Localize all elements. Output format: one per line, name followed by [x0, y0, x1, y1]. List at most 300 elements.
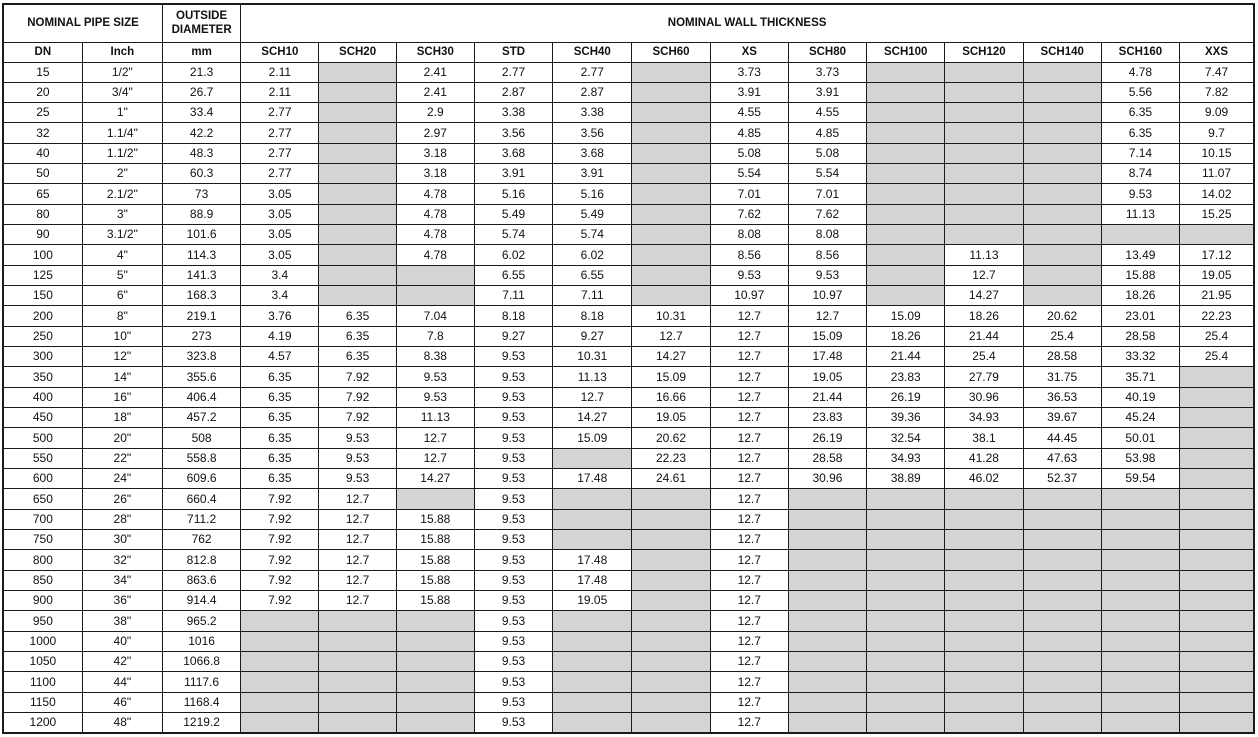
- table-cell: 2.87: [474, 82, 552, 102]
- table-cell: [319, 143, 396, 163]
- table-cell: [1023, 265, 1101, 285]
- table-cell: 5.74: [553, 225, 632, 245]
- table-cell: [1180, 408, 1254, 428]
- table-cell: 450: [3, 408, 82, 428]
- table-cell: 12.7: [710, 611, 788, 631]
- table-cell: [1023, 82, 1101, 102]
- table-cell: 14.27: [945, 286, 1023, 306]
- table-cell: [1180, 611, 1254, 631]
- table-cell: 700: [3, 509, 82, 529]
- table-cell: 4.85: [788, 123, 866, 143]
- table-cell: 812.8: [162, 550, 240, 570]
- table-cell: 23.01: [1101, 306, 1179, 326]
- table-cell: 6.55: [553, 265, 632, 285]
- table-cell: 3.91: [553, 164, 632, 184]
- table-cell: [632, 652, 710, 672]
- table-cell: [319, 265, 396, 285]
- column-header-sch60: SCH60: [632, 42, 710, 62]
- table-cell: [319, 611, 396, 631]
- table-cell: [241, 631, 319, 651]
- table-cell: 30": [82, 530, 162, 550]
- table-cell: 5.08: [710, 143, 788, 163]
- table-cell: [632, 143, 710, 163]
- table-cell: 34": [82, 570, 162, 590]
- table-cell: 38.1: [945, 428, 1023, 448]
- table-cell: 52.37: [1023, 469, 1101, 489]
- table-cell: 660.4: [162, 489, 240, 509]
- table-cell: 4.78: [396, 245, 474, 265]
- table-row: [3, 265, 1254, 285]
- table-cell: 12.7: [710, 652, 788, 672]
- table-row: [3, 286, 1254, 306]
- table-cell: 21.95: [1180, 286, 1254, 306]
- table-cell: 11.13: [396, 408, 474, 428]
- table-cell: 32.54: [867, 428, 945, 448]
- table-cell: 88.9: [162, 204, 240, 224]
- table-cell: 8.38: [396, 347, 474, 367]
- table-cell: 6": [82, 286, 162, 306]
- table-cell: 28": [82, 509, 162, 529]
- table-cell: 9.53: [474, 489, 552, 509]
- table-cell: 12.7: [319, 550, 396, 570]
- table-cell: 800: [3, 550, 82, 570]
- table-cell: 9.53: [319, 428, 396, 448]
- table-cell: 14": [82, 367, 162, 387]
- table-cell: [632, 692, 710, 712]
- table-cell: 26.7: [162, 82, 240, 102]
- table-cell: 7.82: [1180, 82, 1254, 102]
- table-cell: [396, 631, 474, 651]
- table-cell: 14.27: [396, 469, 474, 489]
- table-cell: [632, 509, 710, 529]
- table-cell: [1180, 225, 1254, 245]
- table-cell: 42": [82, 652, 162, 672]
- table-cell: 16": [82, 387, 162, 407]
- table-cell: 8.18: [553, 306, 632, 326]
- table-cell: [867, 570, 945, 590]
- table-cell: 44": [82, 672, 162, 692]
- table-cell: [1180, 672, 1254, 692]
- table-cell: 1": [82, 103, 162, 123]
- table-cell: 350: [3, 367, 82, 387]
- table-cell: 12.7: [710, 469, 788, 489]
- table-cell: [1101, 611, 1179, 631]
- table-cell: [553, 672, 632, 692]
- table-cell: 300: [3, 347, 82, 367]
- table-cell: 28.58: [1023, 347, 1101, 367]
- table-cell: 863.6: [162, 570, 240, 590]
- table-cell: [1023, 489, 1101, 509]
- table-cell: [1023, 530, 1101, 550]
- table-cell: [1180, 591, 1254, 611]
- table-cell: [788, 509, 866, 529]
- table-cell: [867, 591, 945, 611]
- table-cell: 4.55: [710, 103, 788, 123]
- table-cell: [1023, 509, 1101, 529]
- table-cell: 25.4: [945, 347, 1023, 367]
- table-cell: 457.2: [162, 408, 240, 428]
- table-cell: [788, 672, 866, 692]
- column-header-sch120: SCH120: [945, 42, 1023, 62]
- table-cell: 14.27: [632, 347, 710, 367]
- table-cell: [867, 489, 945, 509]
- table-cell: [1180, 509, 1254, 529]
- table-cell: [1180, 570, 1254, 590]
- table-row: [3, 591, 1254, 611]
- table-cell: 28.58: [788, 448, 866, 468]
- table-cell: [632, 204, 710, 224]
- table-cell: 9.53: [710, 265, 788, 285]
- table-cell: 1.1/4": [82, 123, 162, 143]
- table-cell: [396, 652, 474, 672]
- table-cell: [632, 631, 710, 651]
- column-header-sch10: SCH10: [241, 42, 319, 62]
- table-cell: 355.6: [162, 367, 240, 387]
- table-cell: [319, 672, 396, 692]
- table-cell: [319, 631, 396, 651]
- table-cell: 18.26: [867, 326, 945, 346]
- table-cell: 3.56: [553, 123, 632, 143]
- table-cell: 15.88: [396, 591, 474, 611]
- table-cell: 6.55: [474, 265, 552, 285]
- table-cell: 9.09: [1180, 103, 1254, 123]
- table-cell: [1180, 692, 1254, 712]
- table-cell: [1023, 570, 1101, 590]
- table-cell: 12.7: [710, 509, 788, 529]
- table-cell: 6.35: [319, 326, 396, 346]
- table-cell: [867, 652, 945, 672]
- table-cell: 12.7: [710, 306, 788, 326]
- table-cell: 2.9: [396, 103, 474, 123]
- table-cell: 7.01: [710, 184, 788, 204]
- table-cell: 6.35: [241, 428, 319, 448]
- table-cell: 273: [162, 326, 240, 346]
- table-cell: 6.35: [319, 347, 396, 367]
- table-cell: [788, 530, 866, 550]
- table-cell: 1066.8: [162, 652, 240, 672]
- table-cell: 3.73: [710, 62, 788, 82]
- table-cell: [319, 62, 396, 82]
- table-cell: 7.92: [241, 489, 319, 509]
- table-cell: [1023, 225, 1101, 245]
- table-cell: 32: [3, 123, 82, 143]
- table-cell: 40.19: [1101, 387, 1179, 407]
- table-cell: [945, 184, 1023, 204]
- table-cell: 21.44: [788, 387, 866, 407]
- table-cell: 5.08: [788, 143, 866, 163]
- table-cell: [945, 82, 1023, 102]
- table-cell: 15.88: [396, 550, 474, 570]
- nominal-pipe-size-header: NOMINAL PIPE SIZE: [3, 4, 162, 42]
- nominal-wall-thickness-header: NOMINAL WALL THICKNESS: [241, 4, 1254, 42]
- column-header-mm: mm: [162, 42, 240, 62]
- table-cell: 6.35: [241, 448, 319, 468]
- table-cell: [396, 489, 474, 509]
- column-header-dn: DN: [3, 42, 82, 62]
- table-cell: 3.18: [396, 164, 474, 184]
- table-cell: 5.16: [474, 184, 552, 204]
- table-cell: [1180, 469, 1254, 489]
- table-cell: [632, 286, 710, 306]
- table-cell: 12.7: [710, 530, 788, 550]
- table-cell: 12.7: [710, 489, 788, 509]
- table-cell: [788, 631, 866, 651]
- table-cell: [1101, 489, 1179, 509]
- table-cell: 9.53: [474, 408, 552, 428]
- table-cell: [553, 713, 632, 734]
- table-row: [3, 367, 1254, 387]
- table-cell: [1180, 550, 1254, 570]
- table-cell: 25.4: [1180, 326, 1254, 346]
- table-cell: 1150: [3, 692, 82, 712]
- table-cell: 3.73: [788, 62, 866, 82]
- table-cell: 15.25: [1180, 204, 1254, 224]
- table-cell: 965.2: [162, 611, 240, 631]
- table-cell: 3": [82, 204, 162, 224]
- table-cell: 9.53: [396, 367, 474, 387]
- table-cell: 6.35: [241, 387, 319, 407]
- table-cell: 9.53: [474, 530, 552, 550]
- table-cell: 4.85: [710, 123, 788, 143]
- table-cell: [632, 164, 710, 184]
- table-cell: 12.7: [319, 509, 396, 529]
- table-cell: [788, 652, 866, 672]
- table-cell: 30.96: [945, 387, 1023, 407]
- table-cell: 9.53: [474, 509, 552, 529]
- table-cell: [1180, 489, 1254, 509]
- table-row: [3, 428, 1254, 448]
- table-cell: 400: [3, 387, 82, 407]
- table-cell: 26.19: [867, 387, 945, 407]
- table-row: [3, 652, 1254, 672]
- table-cell: 15.09: [632, 367, 710, 387]
- table-cell: [945, 204, 1023, 224]
- table-cell: [867, 692, 945, 712]
- table-cell: [945, 672, 1023, 692]
- table-cell: 18.26: [945, 306, 1023, 326]
- table-cell: [1023, 123, 1101, 143]
- table-cell: [1023, 204, 1101, 224]
- table-cell: [632, 123, 710, 143]
- table-cell: [241, 672, 319, 692]
- table-cell: [396, 611, 474, 631]
- table-cell: 21.44: [867, 347, 945, 367]
- table-cell: [1101, 713, 1179, 734]
- table-cell: 6.35: [319, 306, 396, 326]
- table-cell: 9.53: [396, 387, 474, 407]
- table-cell: [553, 692, 632, 712]
- table-cell: [867, 184, 945, 204]
- table-cell: 5.49: [553, 204, 632, 224]
- table-cell: [319, 103, 396, 123]
- table-cell: 20": [82, 428, 162, 448]
- table-cell: 1/2": [82, 62, 162, 82]
- table-cell: 914.4: [162, 591, 240, 611]
- table-cell: 11.07: [1180, 164, 1254, 184]
- table-row: [3, 123, 1254, 143]
- table-cell: 19.05: [553, 591, 632, 611]
- table-cell: [867, 550, 945, 570]
- table-cell: [396, 286, 474, 306]
- table-cell: 2.77: [241, 123, 319, 143]
- table-body: [3, 62, 1254, 733]
- table-cell: 9.53: [319, 469, 396, 489]
- table-cell: 12.7: [710, 428, 788, 448]
- table-cell: 3.56: [474, 123, 552, 143]
- table-cell: 7.62: [788, 204, 866, 224]
- table-cell: 38": [82, 611, 162, 631]
- table-cell: 48.3: [162, 143, 240, 163]
- table-cell: [867, 62, 945, 82]
- table-cell: [867, 204, 945, 224]
- table-cell: 9.53: [474, 448, 552, 468]
- table-cell: [1023, 103, 1101, 123]
- table-cell: 7.11: [474, 286, 552, 306]
- table-cell: [632, 570, 710, 590]
- table-cell: 50.01: [1101, 428, 1179, 448]
- table-cell: [1101, 692, 1179, 712]
- table-cell: 762: [162, 530, 240, 550]
- table-cell: 9.53: [474, 631, 552, 651]
- table-cell: 609.6: [162, 469, 240, 489]
- table-cell: 2.11: [241, 82, 319, 102]
- table-cell: [1101, 672, 1179, 692]
- table-cell: 22.23: [632, 448, 710, 468]
- table-cell: 17.48: [788, 347, 866, 367]
- table-row: [3, 489, 1254, 509]
- table-cell: [945, 62, 1023, 82]
- table-cell: 6.35: [1101, 103, 1179, 123]
- table-cell: 9.53: [1101, 184, 1179, 204]
- table-cell: 7.92: [241, 591, 319, 611]
- table-cell: 12.7: [319, 530, 396, 550]
- table-cell: [632, 82, 710, 102]
- table-cell: 17.48: [553, 570, 632, 590]
- table-cell: [1023, 631, 1101, 651]
- table-cell: [1180, 530, 1254, 550]
- table-cell: 19.05: [788, 367, 866, 387]
- table-cell: 15.09: [553, 428, 632, 448]
- table-cell: 2.41: [396, 82, 474, 102]
- table-cell: 3.38: [553, 103, 632, 123]
- table-cell: [945, 103, 1023, 123]
- table-cell: 1100: [3, 672, 82, 692]
- table-cell: 25.4: [1180, 347, 1254, 367]
- table-cell: 4.78: [1101, 62, 1179, 82]
- table-cell: 508: [162, 428, 240, 448]
- table-cell: 18.26: [1101, 286, 1179, 306]
- table-cell: 7.01: [788, 184, 866, 204]
- table-cell: 12.7: [710, 692, 788, 712]
- table-cell: [632, 713, 710, 734]
- table-row: [3, 347, 1254, 367]
- table-cell: 7.8: [396, 326, 474, 346]
- table-cell: 12.7: [396, 428, 474, 448]
- table-cell: [319, 652, 396, 672]
- table-cell: 27.79: [945, 367, 1023, 387]
- outside-diameter-header: OUTSIDE DIAMETER: [162, 4, 240, 42]
- table-cell: 20: [3, 82, 82, 102]
- table-cell: 15.88: [396, 530, 474, 550]
- table-cell: 2.1/2": [82, 184, 162, 204]
- table-cell: [1101, 509, 1179, 529]
- table-cell: [945, 509, 1023, 529]
- column-header-inch: Inch: [82, 42, 162, 62]
- table-cell: 7.62: [710, 204, 788, 224]
- table-cell: 9.7: [1180, 123, 1254, 143]
- table-cell: 25: [3, 103, 82, 123]
- table-cell: 10.97: [788, 286, 866, 306]
- table-cell: 1.1/2": [82, 143, 162, 163]
- table-cell: 950: [3, 611, 82, 631]
- table-cell: [1023, 672, 1101, 692]
- table-cell: 11.13: [945, 245, 1023, 265]
- table-cell: 21.44: [945, 326, 1023, 346]
- table-cell: 46": [82, 692, 162, 712]
- table-row: [3, 204, 1254, 224]
- table-cell: 12.7: [710, 550, 788, 570]
- table-cell: 1219.2: [162, 713, 240, 734]
- table-cell: [632, 489, 710, 509]
- table-cell: 15.09: [788, 326, 866, 346]
- table-row: [3, 631, 1254, 651]
- table-row: [3, 306, 1254, 326]
- table-cell: [788, 611, 866, 631]
- table-cell: [553, 631, 632, 651]
- table-cell: 16.66: [632, 387, 710, 407]
- table-cell: 8.56: [788, 245, 866, 265]
- table-cell: 44.45: [1023, 428, 1101, 448]
- table-cell: 10.97: [710, 286, 788, 306]
- table-cell: 12.7: [710, 570, 788, 590]
- table-cell: 12.7: [710, 347, 788, 367]
- table-cell: 5.16: [553, 184, 632, 204]
- table-row: [3, 103, 1254, 123]
- table-cell: 30.96: [788, 469, 866, 489]
- table-row: [3, 509, 1254, 529]
- table-cell: 12.7: [710, 631, 788, 651]
- table-cell: [632, 265, 710, 285]
- table-cell: 33.4: [162, 103, 240, 123]
- table-cell: 9.53: [474, 672, 552, 692]
- table-cell: [867, 164, 945, 184]
- table-cell: 1117.6: [162, 672, 240, 692]
- table-cell: [945, 591, 1023, 611]
- table-cell: 558.8: [162, 448, 240, 468]
- table-cell: 2.11: [241, 62, 319, 82]
- table-cell: 7.92: [319, 387, 396, 407]
- table-row: [3, 62, 1254, 82]
- table-cell: 9.53: [788, 265, 866, 285]
- table-cell: 23.83: [788, 408, 866, 428]
- table-cell: 406.4: [162, 387, 240, 407]
- table-cell: 12.7: [319, 570, 396, 590]
- table-cell: 7.92: [241, 550, 319, 570]
- table-cell: [1101, 550, 1179, 570]
- table-cell: 9.53: [474, 428, 552, 448]
- table-cell: 9.53: [474, 591, 552, 611]
- table-cell: [867, 225, 945, 245]
- table-cell: 17.48: [553, 469, 632, 489]
- table-cell: 8.74: [1101, 164, 1179, 184]
- table-cell: 2.77: [241, 143, 319, 163]
- table-cell: [319, 713, 396, 734]
- table-cell: 5.56: [1101, 82, 1179, 102]
- column-header-sch80: SCH80: [788, 42, 866, 62]
- table-cell: 7.47: [1180, 62, 1254, 82]
- table-row: [3, 672, 1254, 692]
- column-header-row: [3, 42, 1254, 62]
